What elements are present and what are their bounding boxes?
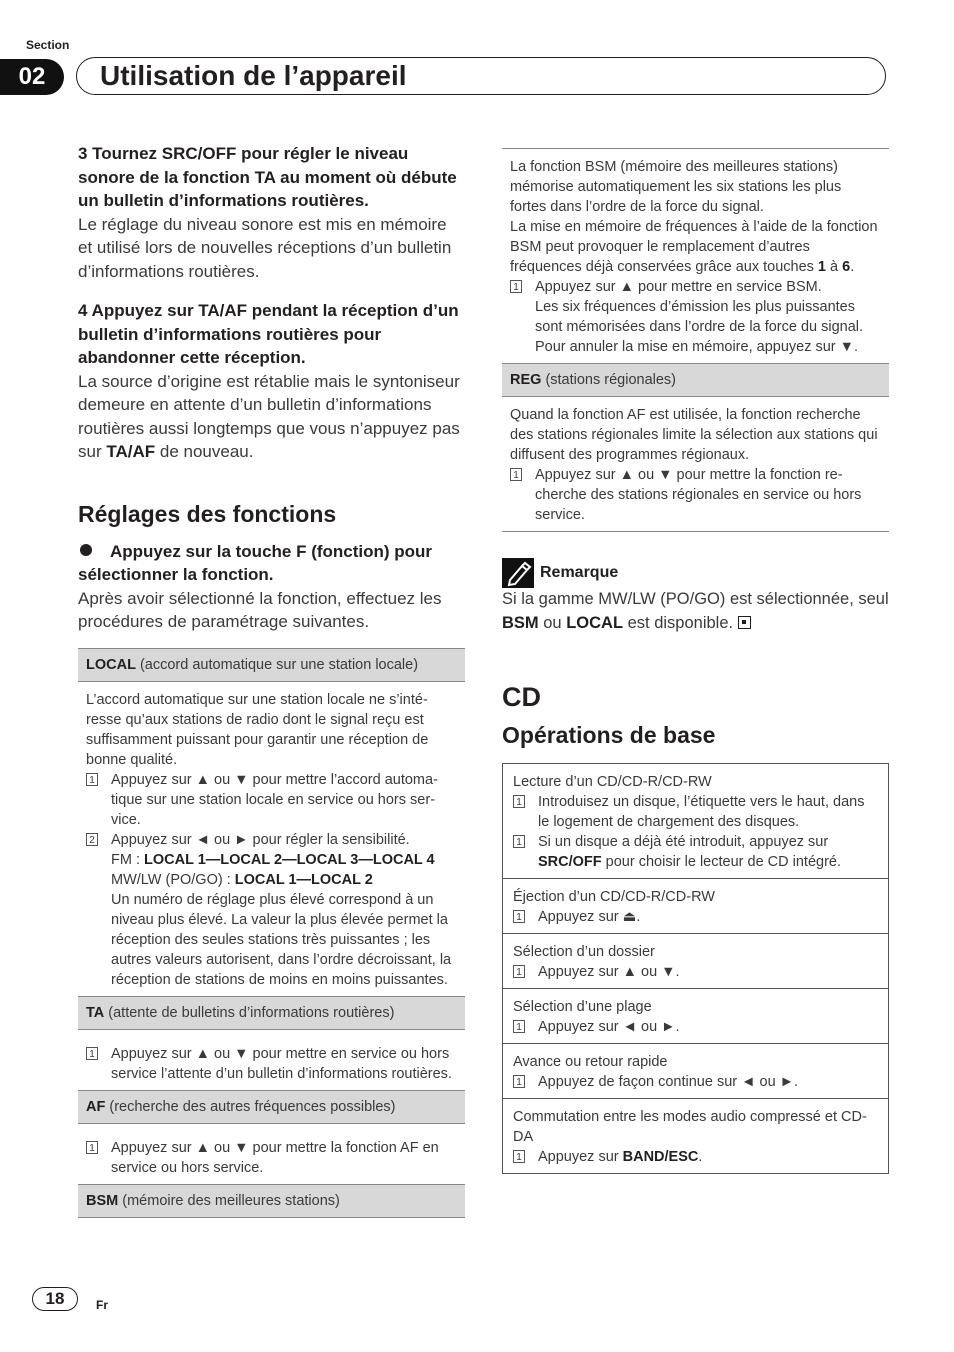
list-item: 2 Appuyez sur ◄ ou ► pour régler la sensibilité. FM : LOCAL 1—LOCAL 2—LOCAL 3—LOCAL 4 MW/LW (PO/GO) : LOCAL 1—LOCAL 2 Un numéro de réglage plus élevé correspond à un niveau plus élevé. La valeur la plus élevée permet la réception des seules stations très puissantes ; les autres valeurs autorisent, dans l’ordre décroissant, la réception de stations de moins en moins puissantes. [86,830,457,990]
list-item: 1 Appuyez sur ▲ ou ▼ pour mettre la fonction AF en service ou hors service. [86,1138,457,1178]
step-4-text: La source d’origine est rétablie mais le syntoniseur demeure en attente d’un bulletin d’informations routières aussi longtemps que vous n’appuyez pas sur TA/AF de nouveau. [78,371,460,461]
end-mark-icon [738,616,751,629]
cd-row: Avance ou retour rapide 1 Appuyez de façon continue sur ◄ ou ►. [503,1044,888,1099]
note-heading: Remarque [502,558,889,588]
cd-heading: CD [502,682,541,712]
step-3-text: Le réglage du niveau sonore est mis en mémoire et utilisé lors de nouvelles réceptions d’un bulletin d’informations routières. [78,214,452,281]
step-3-heading: 3 Tournez SRC/OFF pour régler le niveau sonore de la fonction TA au moment où débute un bulletin d’informations routières. [78,144,457,210]
local-body [78,681,465,996]
list-item: 1 Appuyez sur ▲ ou ▼ pour mettre l’accord automatique sur une station locale en service ou hors service. [86,770,457,830]
language-code: Fr [96,1298,108,1312]
af-header: AF (recherche des autres fréquences possibles) [78,1090,465,1123]
list-item: 1 Appuyez sur ▲ ou ▼ pour mettre en service ou hors service l’attente d’un bulletin d’informations routières. [86,1044,457,1084]
basic-operations-heading: Opérations de base [502,722,716,748]
note-text: Si la gamme MW/LW (PO/GO) est sélectionnée, seul BSM ou LOCAL est disponible. [502,590,889,632]
step-4-heading: 4 Appuyez sur TA/AF pendant la réception d’un bulletin d’informations routières pour abandonner cette réception. [78,301,459,367]
reg-header: REG (stations régionales) [502,364,889,397]
bullet-icon [80,544,92,556]
right-column [502,148,889,1174]
list-item: 1 Appuyez sur ▲ ou ▼ pour mettre la fonction recherche des stations régionales en service ou hors service. [510,465,881,525]
reg-intro: Quand la fonction AF est utilisée, la fonction recherche des stations régionales limite la sélection aux stations qui diffusent des programmes régionaux. [510,407,878,463]
page-number: 18 [32,1287,78,1311]
bullet-heading: Appuyez sur la touche F (fonction) pour sélectionner la fonction. [78,541,433,584]
cd-row: Commutation entre les modes audio compressé et CD-DA 1 Appuyez sur BAND/ESC. [513,1109,867,1165]
settings-table-continued [502,148,889,532]
cd-row: Sélection d’un dossier 1 Appuyez sur ▲ ou ▼. [503,934,888,989]
settings-table [78,648,465,1218]
bsm-body [502,149,889,364]
section-label: Section [26,38,70,52]
af-body [78,1123,465,1184]
settings-heading: Réglages des fonctions [78,500,337,527]
ta-header: TA (attente de bulletins d’informations routières) [78,996,465,1029]
bsm-paragraph-2: La mise en mémoire de fréquences à l’aide de la fonction BSM peut provoquer le remplacement d’autres fréquences déjà conservées grâce aux touches 1 à 6. [510,219,878,275]
page-title: Utilisation de l’appareil [100,60,407,91]
bsm-header: BSM (mémoire des meilleures stations) [78,1184,465,1217]
cd-row: Lecture d’un CD/CD-R/CD-RW 1 Introduisez un disque, l’étiquette vers le haut, dans le logement de chargement des disques. 1 Si un disque a déjà été introduit, appuyez sur SRC/OFF pour choisir le lecteur de CD intégré. [503,764,888,879]
ta-body [78,1029,465,1090]
local-intro: L’accord automatique sur une station locale ne s’intéresse qu’aux stations de radio dont le signal reçu est suffisamment puissant pour garantir une réception de bonne qualité. [86,691,429,768]
local-header: LOCAL (accord automatique sur une station locale) [78,648,465,681]
bsm-paragraph-1: La fonction BSM (mémoire des meilleures stations) mémorise automatiquement les six stations les plus fortes dans l’ordre de la force du signal. [510,159,842,215]
cd-operations-table [502,763,889,1174]
reg-body [502,397,889,532]
list-item: 1 Appuyez sur ▲ pour mettre en service BSM. Les six fréquences d’émission les plus puissantes sont mémorisées dans l’ordre de la force du signal. Pour annuler la mise en mémoire, appuyez sur ▼. [510,277,881,357]
cd-row: Sélection d’une plage 1 Appuyez sur ◄ ou ►. [503,989,888,1044]
section-number-badge: 02 [0,59,64,95]
cd-row: Éjection d’un CD/CD-R/CD-RW 1 Appuyez sur ⏏. [503,879,888,934]
pencil-note-icon [502,558,534,588]
bullet-text: Après avoir sélectionné la fonction, effectuez les procédures de paramétrage suivantes. [78,588,442,631]
left-column [78,142,464,1218]
